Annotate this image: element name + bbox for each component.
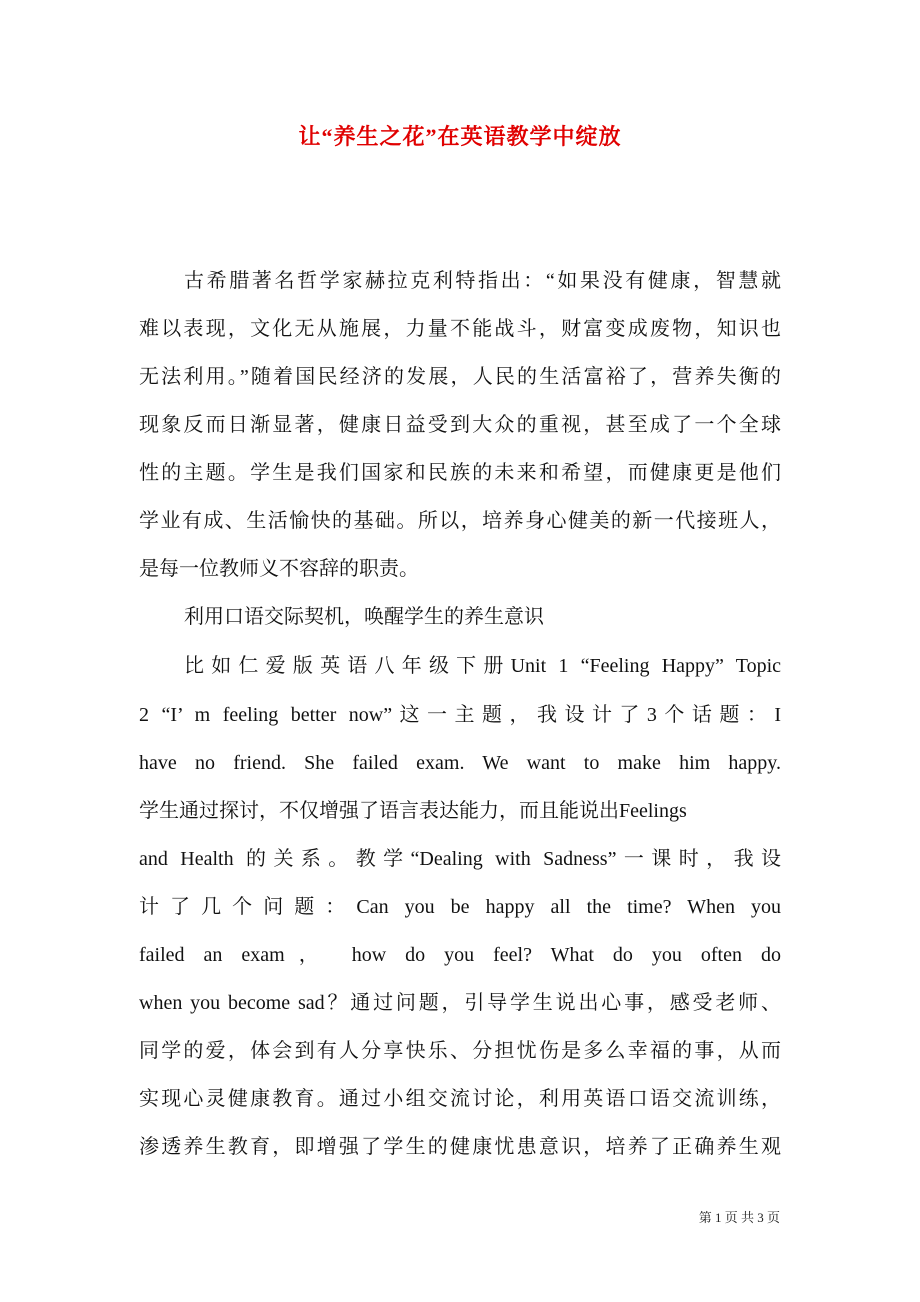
text-line: 同学的爱，体会到有人分享快乐、分担忧伤是多么幸福的事，从而 [139, 1040, 781, 1062]
page-number: 第 1 页 共 3 页 [698, 1210, 780, 1225]
text-line: failed an exam， how do you feel? What do you often do [139, 944, 781, 966]
text-line: 学生通过探讨，不仅增强了语言表达能力，而且能说出Feelings [139, 800, 687, 822]
document-title: 让“养生之花”在英语教学中绽放 [298, 124, 622, 149]
text-line: and Health 的关系。教学“Dealing with Sadness”一课时，我设 [139, 848, 781, 870]
text-line: when you become sad？通过问题，引导学生说出心事，感受老师、 [139, 992, 781, 1014]
text-line: 难以表现，文化无从施展，力量不能战斗，财富变成废物，知识也 [139, 318, 781, 340]
text-line: 渗透养生教育，即增强了学生的健康忧患意识，培养了正确养生观 [139, 1136, 781, 1158]
text-line: 古希腊著名哲学家赫拉克利特指出：“如果没有健康，智慧就 [184, 270, 781, 292]
text-line: 学业有成、生活愉快的基础。所以，培养身心健美的新一代接班人， [139, 510, 781, 532]
text-line: 性的主题。学生是我们国家和民族的未来和希望，而健康更是他们 [139, 462, 781, 484]
text-line: 计了几个问题：Can you be happy all the time? When you [139, 896, 781, 918]
text-line: 现象反而日渐显著，健康日益受到大众的重视，甚至成了一个全球 [139, 414, 781, 436]
text-line: 实现心灵健康教育。通过小组交流讨论，利用英语口语交流训练， [139, 1088, 781, 1110]
section-heading: 利用口语交际契机，唤醒学生的养生意识 [184, 606, 544, 628]
text-line: 无法利用。”随着国民经济的发展，人民的生活富裕了，营养失衡的 [139, 366, 781, 388]
text-line: 比如仁爱版英语八年级下册Unit 1 “Feeling Happy” Topic [184, 655, 781, 677]
text-line: have no friend. She failed exam. We want to make him happy. [139, 752, 781, 774]
text-line: 是每一位教师义不容辞的职责。 [139, 558, 419, 580]
text-line: 2 “I’ m feeling better now”这一主题，我设计了3个话题：I [139, 704, 781, 726]
